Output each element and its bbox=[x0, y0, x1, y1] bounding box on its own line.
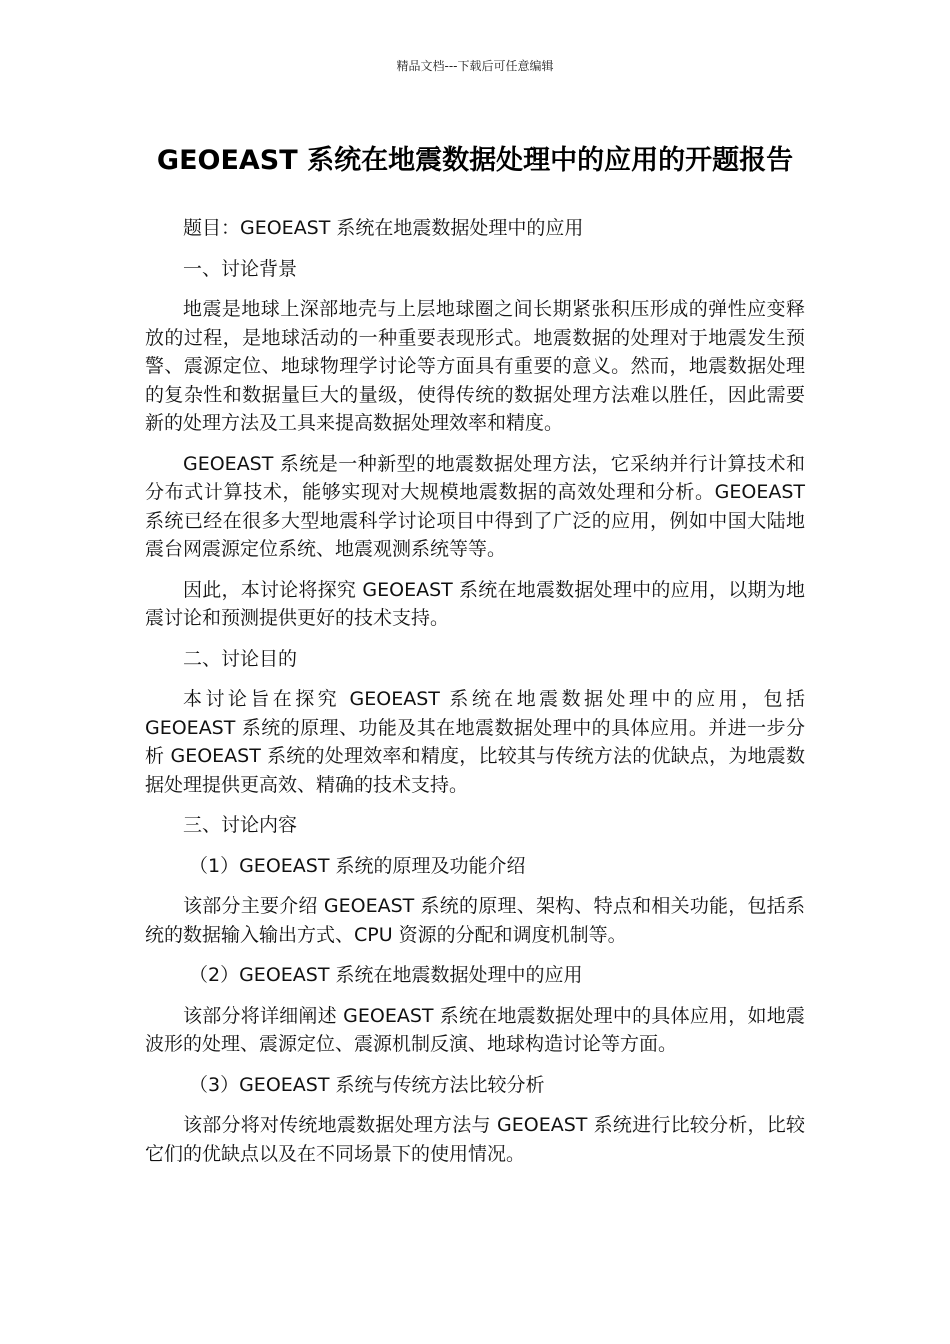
document-title: GEOEAST 系统在地震数据处理中的应用的开题报告 bbox=[156, 145, 794, 176]
section-heading-purpose: 二、讨论目的 bbox=[183, 647, 298, 670]
document-body bbox=[145, 214, 805, 1180]
paragraph: 本讨论旨在探究 GEOEAST 系统在地震数据处理中的应用，包括 GEOEAST 系统的原理、功能及其在地震数据处理中的具体应用。并进一步分析 GEOEAST 系统的处理效率和精度，比较其与传统方法的优缺点，为地震数据处理提供更高效、精确的技术支持。 bbox=[145, 688, 805, 796]
topic-line: 题目：GEOEAST 系统在地震数据处理中的应用 bbox=[183, 217, 584, 239]
subsection-heading: （1）GEOEAST 系统的原理及功能介绍 bbox=[189, 854, 526, 877]
subsection-heading: （2）GEOEAST 系统在地震数据处理中的应用 bbox=[189, 964, 583, 986]
section-heading-background: 一、讨论背景 bbox=[183, 257, 298, 280]
section-heading-content: 三、讨论内容 bbox=[183, 814, 298, 836]
paragraph: 该部分将对传统地震数据处理方法与 GEOEAST 系统进行比较分析，比较它们的优缺点以及在不同场景下的使用情况。 bbox=[145, 1114, 805, 1165]
header-note: 精品文档---下载后可任意编辑 bbox=[396, 59, 554, 73]
paragraph: 因此，本讨论将探究 GEOEAST 系统在地震数据处理中的应用，以期为地震讨论和预测提供更好的技术支持。 bbox=[145, 578, 805, 629]
paragraph: 该部分主要介绍 GEOEAST 系统的原理、架构、特点和相关功能，包括系统的数据输入输出方式、CPU 资源的分配和调度机制等。 bbox=[145, 895, 805, 946]
paragraph: GEOEAST 系统是一种新型的地震数据处理方法，它采纳并行计算技术和分布式计算技术，能够实现对大规模地震数据的高效处理和分析。GEOEAST 系统已经在很多大型地震科学讨论项目中得到了广泛的应用，例如中国大陆地震台网震源定位系统、地震观测系统等等。 bbox=[145, 452, 805, 560]
paragraph: 该部分将详细阐述 GEOEAST 系统在地震数据处理中的具体应用，如地震波形的处理、震源定位、震源机制反演、地球构造讨论等方面。 bbox=[145, 1004, 805, 1055]
paragraph: 地震是地球上深部地壳与上层地球圈之间长期紧张积压形成的弹性应变释放的过程，是地球活动的一种重要表现形式。地震数据的处理对于地震发生预警、震源定位、地球物理学讨论等方面具有重要的意义。然而，地震数据处理的复杂性和数据量巨大的量级，使得传统的数据处理方法难以胜任，因此需要新的处理方法及工具来提高数据处理效率和精度。 bbox=[145, 298, 805, 434]
subsection-heading: （3）GEOEAST 系统与传统方法比较分析 bbox=[189, 1073, 545, 1096]
